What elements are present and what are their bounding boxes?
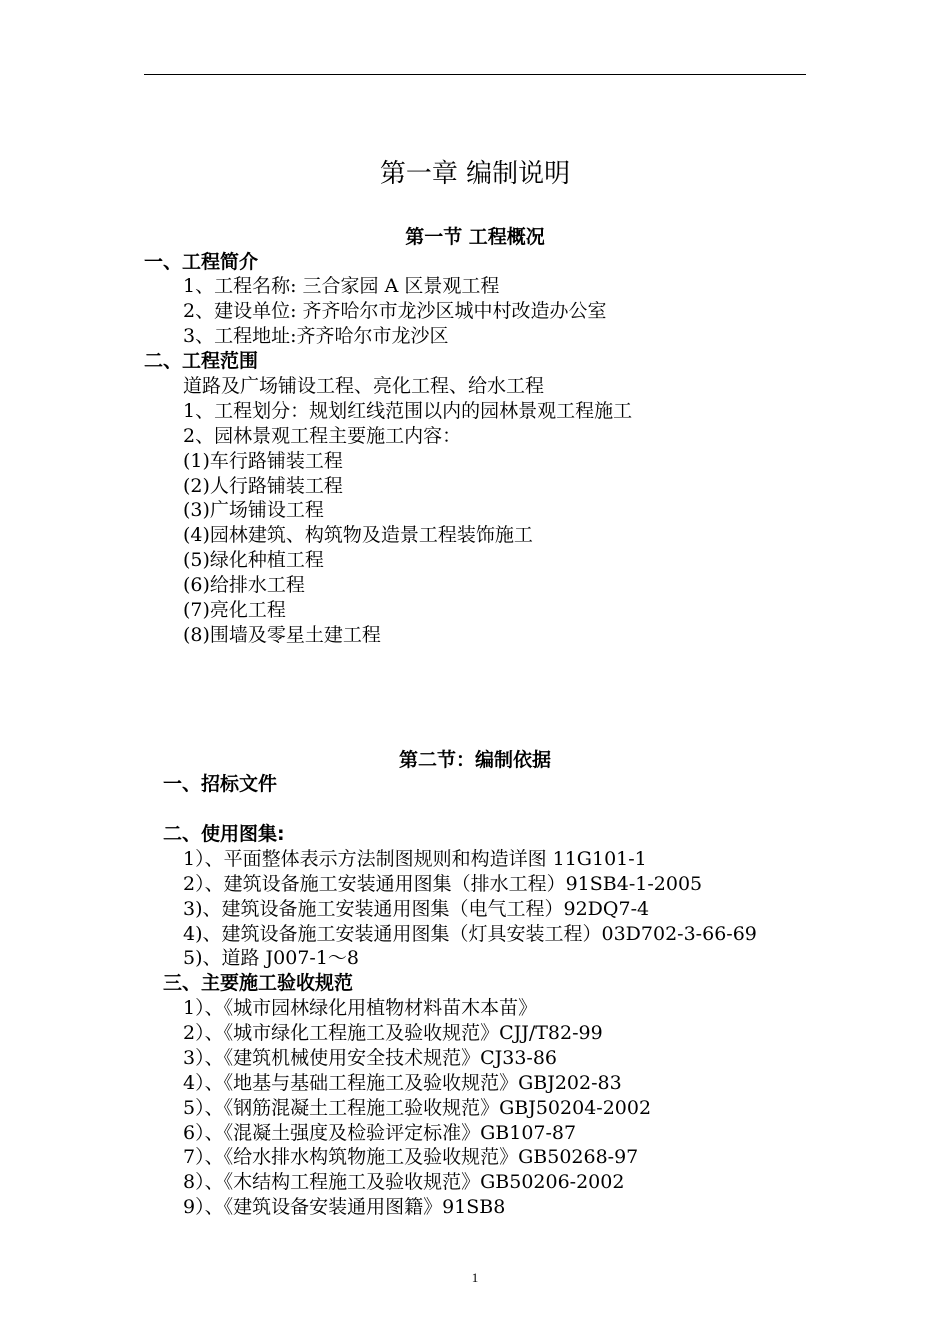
atlas-line: 4)、建筑设备施工安装通用图集（灯具安装工程）03D702-3-66-69 xyxy=(183,923,757,945)
scope-line: (7)亮化工程 xyxy=(183,599,286,621)
scope-line: 道路及广场铺设工程、亮化工程、给水工程 xyxy=(183,375,545,397)
scope-line: (5)绿化种植工程 xyxy=(183,549,324,571)
intro-line: 3、工程地址:齐齐哈尔市龙沙区 xyxy=(183,325,449,347)
page-number: 1 xyxy=(471,1270,479,1285)
intro-line: 1、工程名称: 三合家园 A 区景观工程 xyxy=(183,275,500,297)
header-rule xyxy=(144,74,806,75)
scope-line: (6)给排水工程 xyxy=(183,574,305,596)
scope-heading: 二、工程范围 xyxy=(144,350,259,372)
spec-line: 8）、《木结构工程施工及验收规范》GB50206-2002 xyxy=(183,1171,625,1193)
scope-line: (1)车行路铺装工程 xyxy=(183,450,343,472)
spec-heading: 三、主要施工验收规范 xyxy=(163,972,354,994)
spec-line: 9）、《建筑设备安装通用图籍》91SB8 xyxy=(183,1196,506,1218)
scope-line: (2)人行路铺装工程 xyxy=(183,475,343,497)
section1-title: 第一节 工程概况 xyxy=(405,226,545,248)
atlas-heading: 二、使用图集: xyxy=(163,823,285,845)
spec-line: 6）、《混凝土强度及检验评定标准》GB107-87 xyxy=(183,1122,577,1144)
tender-heading: 一、招标文件 xyxy=(163,773,278,795)
intro-line: 2、建设单位: 齐齐哈尔市龙沙区城中村改造办公室 xyxy=(183,300,607,322)
spec-line: 5）、《钢筋混凝土工程施工验收规范》GBJ50204-2002 xyxy=(183,1097,652,1119)
scope-line: (3)广场铺设工程 xyxy=(183,499,324,521)
spec-line: 7）、《给水排水构筑物施工及验收规范》GB50268-97 xyxy=(183,1146,639,1168)
scope-line: (8)围墙及零星土建工程 xyxy=(183,624,381,646)
intro-heading: 一、工程简介 xyxy=(144,251,259,273)
atlas-line: 5)、道路 J007-1～8 xyxy=(183,947,360,969)
atlas-line: 2）、建筑设备施工安装通用图集（排水工程）91SB4-1-2005 xyxy=(183,873,703,895)
spec-line: 2）、《城市绿化工程施工及验收规范》CJJ/T82-99 xyxy=(183,1022,603,1044)
scope-line: 2、园林景观工程主要施工内容： xyxy=(183,425,462,447)
scope-line: 1、工程划分：规划红线范围以内的园林景观工程施工 xyxy=(183,400,633,422)
spec-line: 4）、《地基与基础工程施工及验收规范》GBJ202-83 xyxy=(183,1072,622,1094)
spec-line: 1）、《城市园林绿化用植物材料苗木本苗》 xyxy=(183,997,538,1019)
spec-line: 3）、《建筑机械使用安全技术规范》CJ33-86 xyxy=(183,1047,558,1069)
atlas-line: 1）、平面整体表示方法制图规则和构造详图 11G101-1 xyxy=(183,848,647,870)
section2-title: 第二节：编制依据 xyxy=(398,749,551,771)
scope-line: (4)园林建筑、构筑物及造景工程装饰施工 xyxy=(183,524,533,546)
atlas-line: 3)、建筑设备施工安装通用图集（电气工程）92DQ7-4 xyxy=(183,898,650,920)
chapter-title: 第一章 编制说明 xyxy=(379,159,571,189)
